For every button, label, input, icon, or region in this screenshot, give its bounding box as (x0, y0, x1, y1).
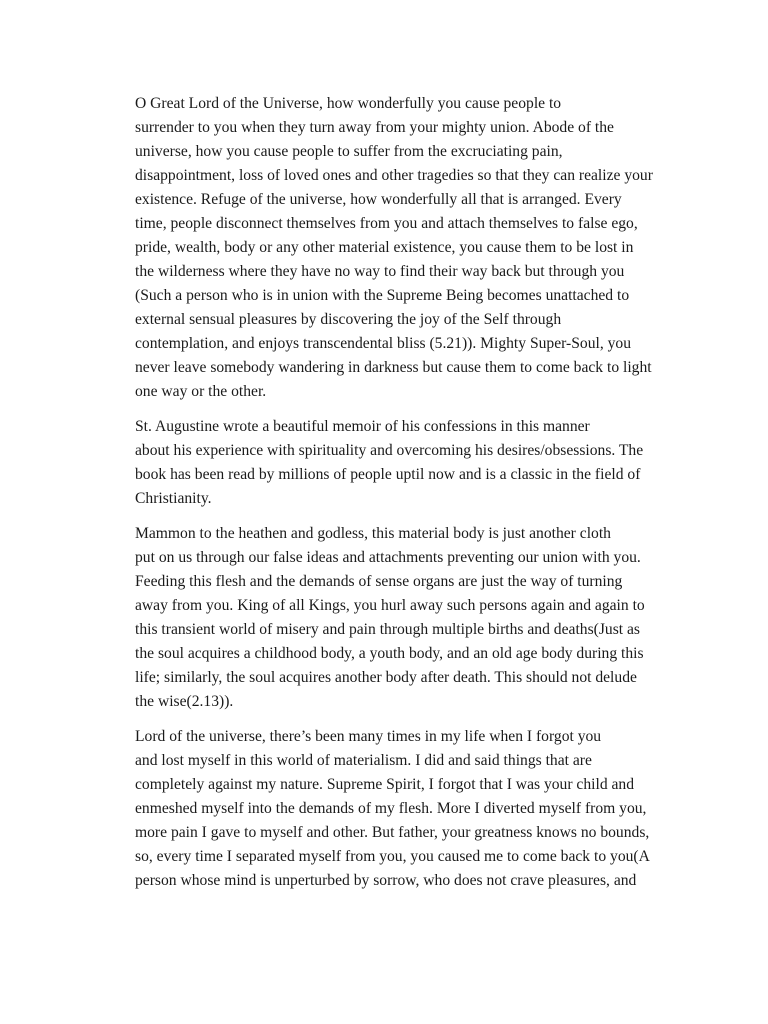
paragraph (89, 92, 683, 404)
text-line: (Such a person who is in union with the Supreme Being becomes unattached to (135, 287, 630, 304)
text-line: more pain I gave to myself and other. But father, your greatness knows no bounds, (135, 824, 650, 841)
text-line: about his experience with spirituality and overcoming his desires/obsessions. The (135, 442, 644, 459)
text-line: the soul acquires a childhood body, a youth body, and an old age body during this (135, 645, 644, 662)
text-line: Lord of the universe, there’s been many times in my life when I forgot you (135, 728, 602, 745)
text-line: the wilderness where they have no way to find their way back but through you (135, 263, 625, 280)
text-line: one way or the other. (135, 383, 267, 400)
text-line: put on us through our false ideas and attachments preventing our union with you. (135, 549, 641, 566)
text-line: and lost myself in this world of materialism. I did and said things that are (135, 752, 592, 769)
text-line: never leave somebody wandering in darkness but cause them to come back to light (135, 359, 652, 376)
text-line: the wise(2.13)). (135, 693, 234, 710)
text-line: person whose mind is unperturbed by sorrow, who does not crave pleasures, and (135, 872, 637, 889)
text-line: away from you. King of all Kings, you hurl away such persons again and again to (135, 597, 645, 614)
text-line: Mammon to the heathen and godless, this material body is just another cloth (135, 525, 611, 542)
text-line: this transient world of misery and pain through multiple births and deaths(Just as (135, 621, 640, 638)
paragraph (89, 522, 683, 714)
text-line: contemplation, and enjoys transcendental bliss (5.21)). Mighty Super-Soul, you (135, 335, 632, 352)
text-line: external sensual pleasures by discovering the joy of the Self through (135, 311, 562, 328)
text-line: completely against my nature. Supreme Spirit, I forgot that I was your child and (135, 776, 635, 793)
text-line: disappointment, loss of loved ones and other tragedies so that they can realize your (135, 167, 653, 184)
text-line: pride, wealth, body or any other material existence, you cause them to be lost in (135, 239, 634, 256)
paragraph (89, 415, 683, 511)
text-line: life; similarly, the soul acquires another body after death. This should not delude (135, 669, 637, 686)
text-line: enmeshed myself into the demands of my flesh. More I diverted myself from you, (135, 800, 647, 817)
text-line: O Great Lord of the Universe, how wonderfully you cause people to (135, 95, 562, 112)
text-line: Christianity. (135, 490, 212, 507)
text-line: St. Augustine wrote a beautiful memoir of his confessions in this manner (135, 418, 590, 435)
text-line: surrender to you when they turn away from your mighty union. Abode of the (135, 119, 614, 136)
text-line: Feeding this flesh and the demands of sense organs are just the way of turning (135, 573, 623, 590)
paragraph (89, 725, 683, 893)
text-line: so, every time I separated myself from you, you caused me to come back to you(A (135, 848, 650, 865)
text-line: time, people disconnect themselves from you and attach themselves to false ego, (135, 215, 638, 232)
text-line: existence. Refuge of the universe, how wonderfully all that is arranged. Every (135, 191, 622, 208)
text-line: book has been read by millions of people uptil now and is a classic in the field of (135, 466, 641, 483)
document-page (89, 92, 683, 893)
text-line: universe, how you cause people to suffer from the excruciating pain, (135, 143, 563, 160)
